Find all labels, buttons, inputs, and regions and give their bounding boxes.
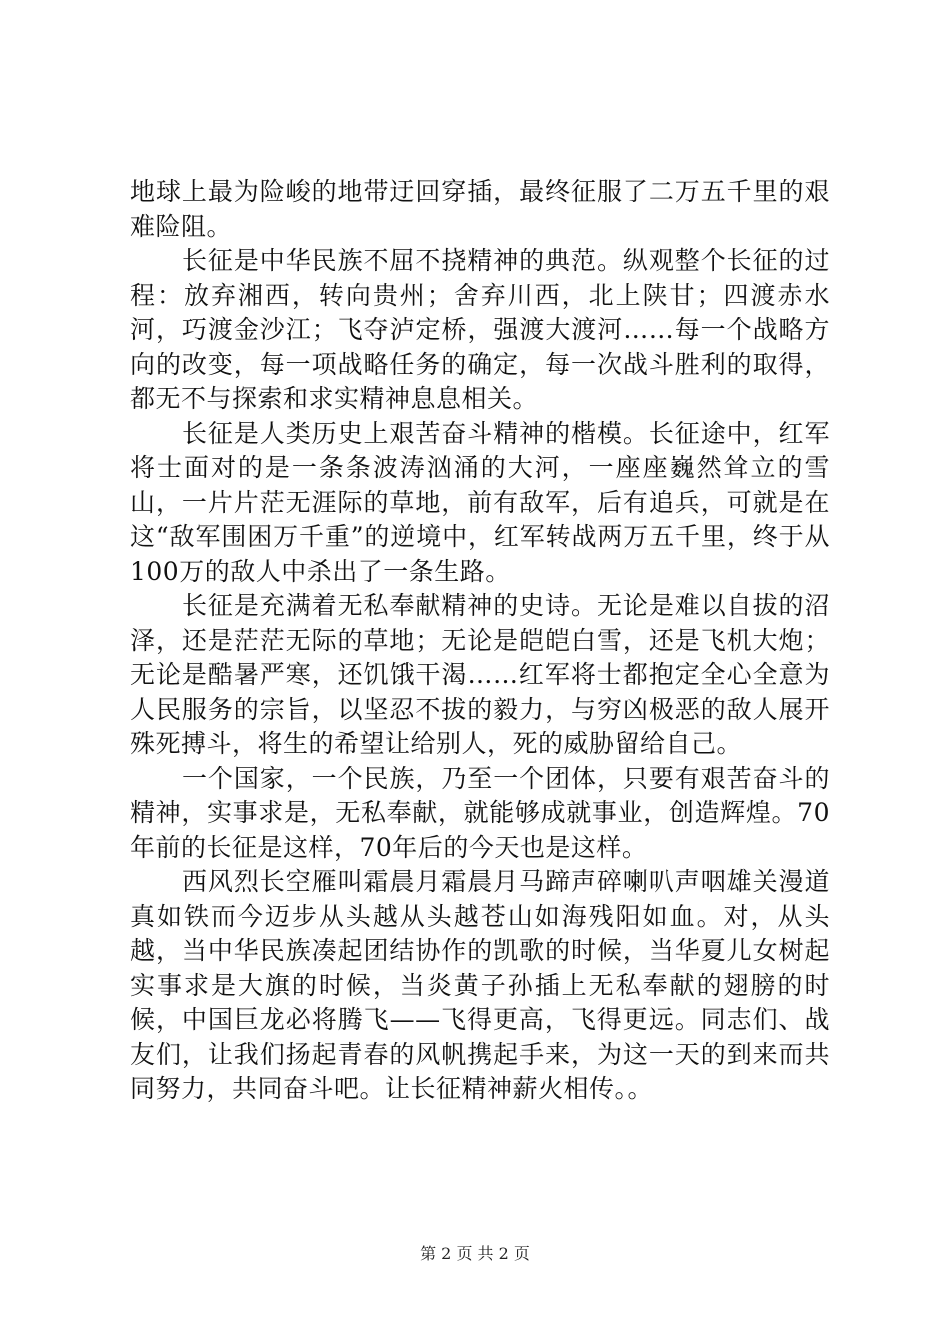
paragraph-closing: 西风烈长空雁叫霜晨月霜晨月马蹄声碎喇叭声咽雄关漫道真如铁而今迈步从头越从头越苍山如海残阳如血。对，从头越，当中华民族凑起团结协作的凯歌的时候，当华夏儿女树起实事求是大旗的时候，当炎黄子孙插上无私奉献的翅膀的时候，中国巨龙必将腾飞——飞得更高，飞得更远。同志们、战友们，让我们扬起青春的风帆携起手来，为这一天的到来而共同努力，共同奋斗吧。让长征精神薪火相传。。 [130,867,830,1103]
paragraph-nation-spirit: 一个国家，一个民族，乃至一个团体，只要有艰苦奋斗的精神，实事求是，无私奉献，就能够成就事业，创造辉煌。70年前的长征是这样，70年后的今天也是这样。 [130,763,830,862]
paragraph-continuation: 地球上最为险峻的地带迂回穿插，最终征服了二万五千里的艰难险阻。 [130,177,830,241]
paragraph-exploration-spirit: 长征是中华民族不屈不挠精神的典范。纵观整个长征的过程：放弃湘西，转向贵州；舍弃川西，北上陕甘；四渡赤水河，巧渡金沙江；飞夺泸定桥，强渡大渡河……每一个战略方向的改变，每一项战略任务的确定，每一次战斗胜利的取得，都无不与探索和求实精神息息相关。 [130,246,830,413]
paragraph-selfless-dedication: 长征是充满着无私奉献精神的史诗。无论是难以自拔的沼泽，还是茫茫无际的草地；无论是皑皑白雪，还是飞机大炮；无论是酷暑严寒，还饥饿干渴……红军将士都抱定全心全意为人民服务的宗旨，以坚忍不拔的毅力，与穷凶极恶的敌人展开殊死搏斗，将生的希望让给别人，死的威胁留给自己。 [130,591,830,758]
document-body [130,175,830,1107]
page-number-footer: 第 2 页 共 2 页 [420,1244,530,1263]
paragraph-hard-struggle: 长征是人类历史上艰苦奋斗精神的楷模。长征途中，红军将士面对的是一条条波涛汹涌的大河，一座座巍然耸立的雪山，一片片茫无涯际的草地，前有敌军，后有追兵，可就是在这“敌军围困万千重”的逆境中，红军转战两万五千里，终于从100万的敌人中杀出了一条生路。 [130,418,830,586]
